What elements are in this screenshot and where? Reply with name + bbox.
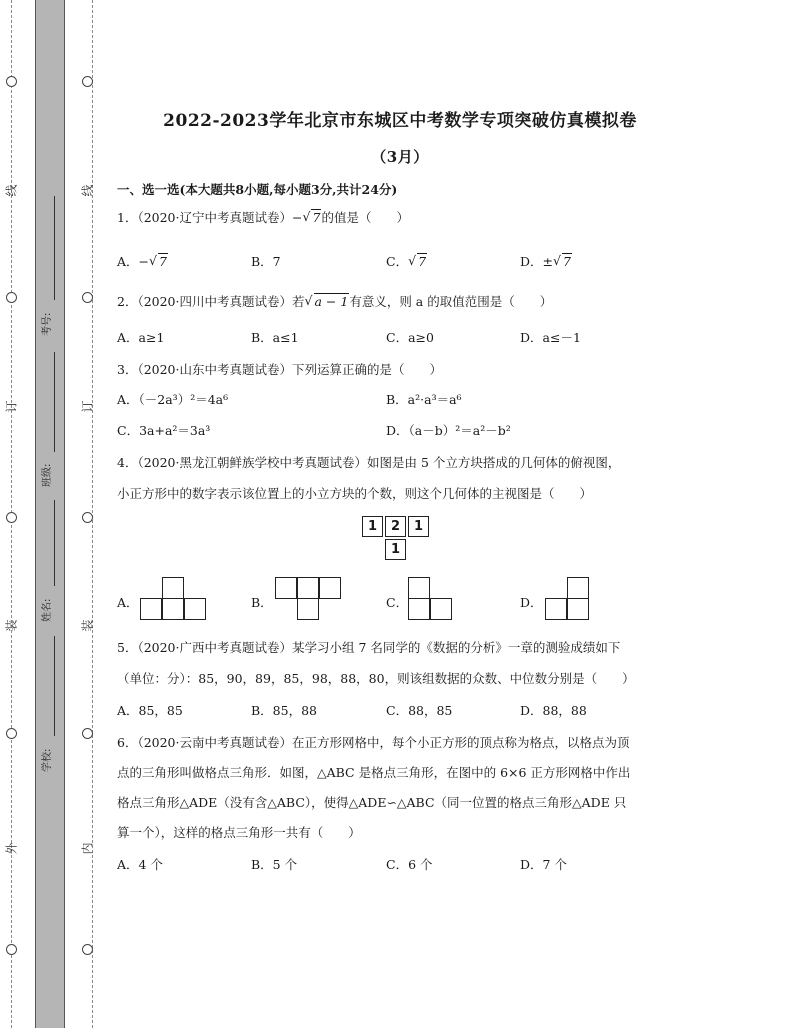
figure-square xyxy=(567,598,589,620)
question-4-line2: 小正方形中的数字表示该位置上的小立方块的个数，则这个几何体的主视图是（ ） xyxy=(117,486,593,501)
field-line xyxy=(54,636,55,736)
question-3: 3．（2020·山东中考真题试卷）下列运算正确的是（ ） xyxy=(117,362,442,377)
page-title: 2022-2023学年北京市东城区中考数学专项突破仿真模拟卷 xyxy=(163,111,637,131)
binding-hole xyxy=(82,76,93,87)
margin-char-inner: 订 xyxy=(80,400,95,413)
question-4-line1: 4．（2020·黑龙江朝鲜族学校中考真题试卷）如图是由 5 个立方块搭成的几何体的俯视图， xyxy=(117,455,621,470)
q5-option-b[interactable]: B．85，88 xyxy=(251,703,317,718)
question-1 xyxy=(117,208,409,226)
q2-suffix: 有意义，则 a 的取值范围是（ ） xyxy=(349,294,553,309)
q4-option-d[interactable]: D． xyxy=(520,595,543,610)
q3-option-d[interactable]: D．（a－b）²＝a²－b² xyxy=(386,423,511,438)
binding-hole xyxy=(82,512,93,523)
question-6-line4: 算一个），这样的格点三角形一共有（ ） xyxy=(117,825,361,840)
figure-square xyxy=(184,598,206,620)
question-6-line2: 点的三角形叫做格点三角形．如图，△ABC 是格点三角形，在图中的 6×6 正方形网格中作出 xyxy=(117,765,631,780)
figure-square xyxy=(545,598,567,620)
q1-option-a[interactable]: A．−√ 7 xyxy=(117,252,168,270)
margin-char-outer: 外 xyxy=(4,842,19,855)
figure-square xyxy=(319,577,341,599)
margin-char-inner: 线 xyxy=(80,184,95,197)
field-line xyxy=(54,500,55,586)
q6-option-c[interactable]: C．6 个 xyxy=(386,857,433,872)
sqrt-icon: √ 7 xyxy=(408,254,427,269)
sqrt-icon: √ a − 1 xyxy=(305,294,350,309)
q4-option-c[interactable]: C． xyxy=(386,595,409,610)
q6-option-d[interactable]: D．7 个 xyxy=(520,857,567,872)
binding-hole xyxy=(6,728,17,739)
field-class: 班级: xyxy=(42,463,53,487)
q4-option-b[interactable]: B． xyxy=(251,595,273,610)
figure-square xyxy=(297,577,319,599)
band-edge-left xyxy=(35,0,36,1028)
q1-option-c[interactable]: C．√ 7 xyxy=(386,252,427,270)
band-edge-right xyxy=(64,0,65,1028)
question-6-line3: 格点三角形△ADE（没有含△ABC），使得△ADE∽△ABC（同一位置的格点三角形△ADE 只 xyxy=(117,795,627,810)
figure-square xyxy=(430,598,452,620)
figure-square xyxy=(162,577,184,599)
top-view-cell: 1 xyxy=(362,516,383,537)
binding-hole xyxy=(6,292,17,303)
sqrt-icon: √ 7 xyxy=(149,254,168,269)
q3-option-b[interactable]: B．a²·a³＝a⁶ xyxy=(386,392,462,407)
field-school: 学校: xyxy=(42,748,53,772)
margin-char-outer: 订 xyxy=(4,400,19,413)
top-view-cell: 1 xyxy=(385,539,406,560)
q2-option-c[interactable]: C．a≥0 xyxy=(386,330,434,345)
binding-band xyxy=(35,0,64,1028)
q6-option-a[interactable]: A．4 个 xyxy=(117,857,163,872)
binding-hole xyxy=(6,512,17,523)
q1-option-b[interactable]: B．7 xyxy=(251,254,281,269)
figure-square xyxy=(567,577,589,599)
question-5-line1: 5．（2020·广西中考真题试卷）某学习小组 7 名同学的《数据的分析》一章的测验成绩如下 xyxy=(117,640,621,655)
q2-option-d[interactable]: D．a≤－1 xyxy=(520,330,581,345)
q2-option-b[interactable]: B．a≤1 xyxy=(251,330,299,345)
q5-option-a[interactable]: A．85，85 xyxy=(117,703,183,718)
binding-hole xyxy=(82,728,93,739)
q1-suffix: 的值是（ ） xyxy=(321,210,409,225)
figure-square xyxy=(140,598,162,620)
binding-hole xyxy=(82,944,93,955)
q5-option-d[interactable]: D．88，88 xyxy=(520,703,587,718)
margin-char-outer: 线 xyxy=(4,184,19,197)
q5-option-c[interactable]: C．88，85 xyxy=(386,703,453,718)
binding-hole xyxy=(6,944,17,955)
field-exam-number: 考号: xyxy=(42,312,53,336)
q1-prefix: 1．（2020·辽宁中考真题试卷） xyxy=(117,210,292,225)
q3-option-a[interactable]: A．（－2a³）²＝4a⁶ xyxy=(117,392,229,407)
top-view-cell: 1 xyxy=(408,516,429,537)
q4-option-a[interactable]: A． xyxy=(117,595,139,610)
binding-hole xyxy=(82,292,93,303)
margin-char-inner: 内 xyxy=(80,842,95,855)
margin-char-outer: 装 xyxy=(4,619,19,632)
figure-square xyxy=(408,577,430,599)
q1-option-d[interactable]: D．±√ 7 xyxy=(520,252,572,270)
sqrt-icon: √ 7 xyxy=(553,254,572,269)
question-6-line1: 6．（2020·云南中考真题试卷）在正方形网格中，每个小正方形的顶点称为格点，以格点为顶 xyxy=(117,735,630,750)
field-name: 姓名: xyxy=(42,598,53,622)
section-heading: 一、选一选(本大题共8小题,每小题3分,共计24分) xyxy=(117,182,398,197)
q3-option-c[interactable]: C．3a+a²＝3a³ xyxy=(117,423,211,438)
q1-neg: − xyxy=(292,210,303,225)
q2-prefix: 2．（2020·四川中考真题试卷）若 xyxy=(117,294,305,309)
figure-square xyxy=(275,577,297,599)
field-line xyxy=(54,352,55,452)
figure-square xyxy=(408,598,430,620)
question-5-line2: （单位：分）：85，90，89，85，98，88，80，则该组数据的众数、中位数分别是（ ） xyxy=(117,671,635,686)
figure-square xyxy=(162,598,184,620)
field-line xyxy=(54,196,55,300)
top-view-cell: 2 xyxy=(385,516,406,537)
q6-option-b[interactable]: B．5 个 xyxy=(251,857,298,872)
page-subtitle: （3月） xyxy=(371,148,429,166)
margin-char-inner: 装 xyxy=(80,619,95,632)
binding-hole xyxy=(6,76,17,87)
sqrt-icon: √ 7 xyxy=(302,210,321,225)
q2-option-a[interactable]: A．a≥1 xyxy=(117,330,165,345)
question-2 xyxy=(117,292,552,310)
figure-square xyxy=(297,598,319,620)
